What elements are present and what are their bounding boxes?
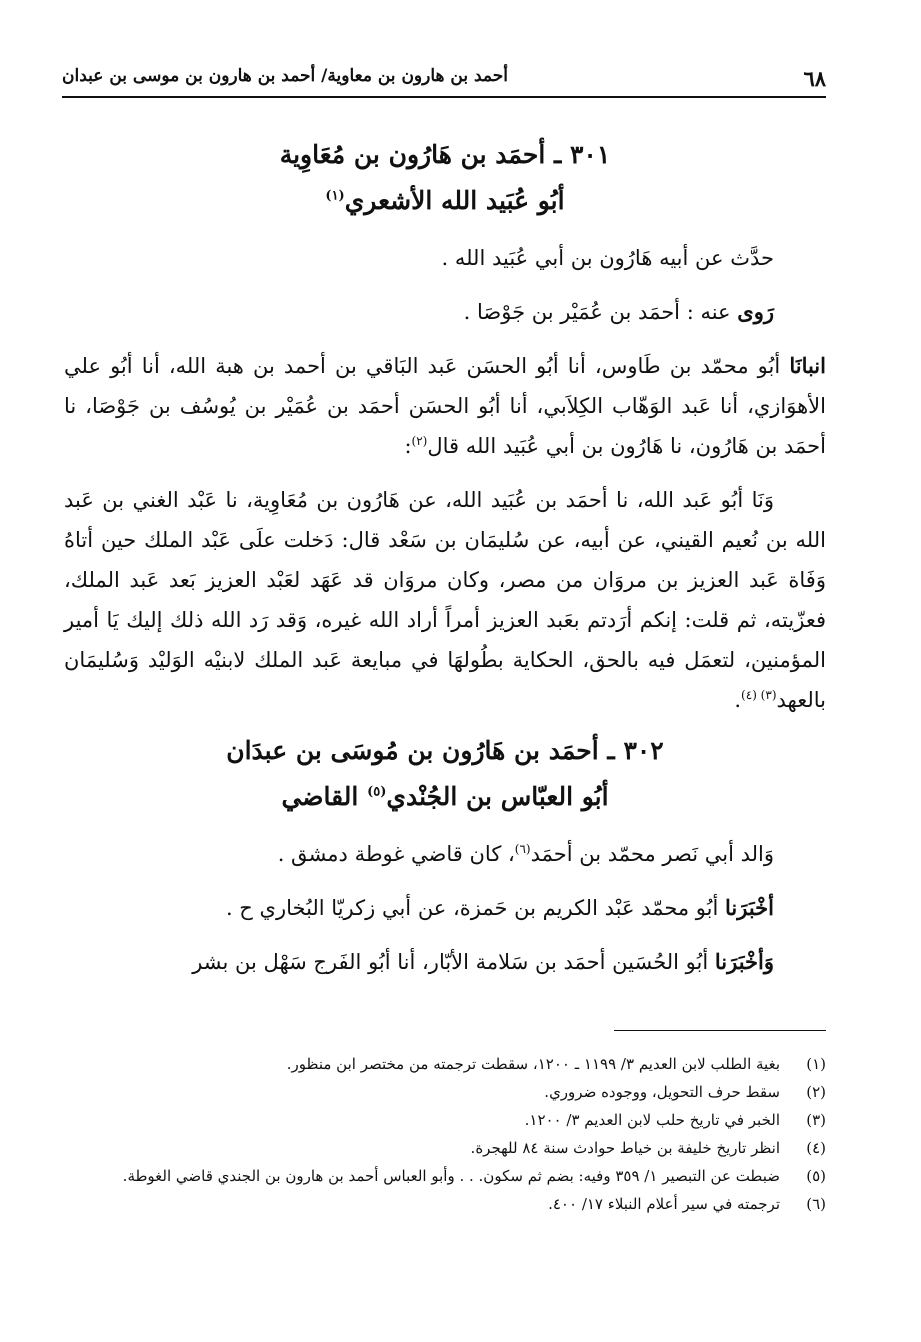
entry-301-para-1: حدَّث عن أبيه هَارُون بن أبي عُبَيد الله . (441, 246, 774, 270)
footnote-4 (64, 1134, 826, 1162)
footnote-ref-3-4: (٣) (٤) (741, 688, 777, 702)
entry-302-kunya (64, 774, 826, 820)
footnote-ref-5: (٥) (367, 784, 387, 800)
entry-301-kunya-text: أبُو عُبَيد الله الأشعري (344, 186, 565, 215)
entry-302-para-2-text: أبُو محمّد عَبْد الكريم بن حَمزة، عن أبي زكريّا البُخاري ح . (225, 896, 719, 920)
entry-301-para-3 (64, 346, 826, 466)
running-title: أحمد بن هارون بن معاوية/ أحمد بن هارون بن موسى بن عبدان (62, 66, 508, 86)
footnote-text: ضبطت عن التبصير ١/ ٣٥٩ وفيه: بضم ثم سكون. . . وأبو العباس أحمد بن هارون بن الجندي قاضي الغوطة. (122, 1167, 780, 1185)
footnote-number: (٢) (806, 1083, 826, 1101)
keyword-akhbarana: أخْبَرَنا (725, 895, 774, 920)
main-text (64, 132, 826, 982)
footnote-ref-2: (٢) (411, 434, 428, 448)
entry-302-para-1 (64, 834, 826, 874)
footnote-2 (64, 1078, 826, 1106)
running-header (62, 62, 826, 98)
footnote-1 (64, 1050, 826, 1078)
entry-302-heading (64, 728, 826, 820)
entry-301-title: ٣٠١ ـ أحمَد بن هَارُون بن مُعَاوِية (279, 140, 611, 169)
footnote-separator (614, 1030, 826, 1031)
footnote-text: انظر تاريخ خليفة بن خياط حوادث سنة ٨٤ للهجرة. (470, 1139, 780, 1157)
page-number: ٦٨ (803, 66, 826, 91)
entry-301-para-2-text: عنه : أحمَد بن عُمَيْر بن جَوْصَا . (463, 300, 731, 324)
footnote-ref-1: (١) (325, 188, 345, 204)
footnote-number: (٥) (806, 1167, 826, 1185)
footnote-number: (١) (806, 1055, 826, 1073)
keyword-wa-akhbarana: وَأخْبَرَنا (714, 949, 774, 974)
entry-302-para-2 (64, 888, 826, 928)
footnote-text: الخبر في تاريخ حلب لابن العديم ٣/ ١٢٠٠. (524, 1111, 780, 1129)
entry-301-para-4-end: . (734, 688, 742, 712)
entry-302-title: ٣٠٢ ـ أحمَد بن هَارُون بن مُوسَى بن عبدَان (226, 736, 664, 765)
footnote-6 (64, 1190, 826, 1218)
entry-301-para-3-end: : (404, 434, 412, 458)
footnote-5 (64, 1162, 826, 1190)
entry-302-para-3-text: أبُو الحُسَين أحمَد بن سَلامة الأبّار، أنا أبُو الفَرج سَهْل بن بشر (192, 950, 709, 974)
footnote-text: بغية الطلب لابن العديم ٣/ ١١٩٩ ـ ١٢٠٠، سقطت ترجمته من مختصر ابن منظور. (286, 1055, 780, 1073)
entry-301-heading (64, 132, 826, 224)
entry-301-para-4 (64, 480, 826, 720)
entry-302-para-1-a: وَالد أبي نَصر محمّد بن أحمَد (530, 842, 774, 866)
footnotes (64, 1050, 826, 1218)
entry-302-qadi: القاضي (281, 782, 359, 811)
entry-301-kunya (64, 178, 826, 224)
entry-302-para-3 (64, 942, 826, 982)
footnote-ref-6: (٦) (514, 842, 531, 856)
footnote-number: (٣) (806, 1111, 826, 1129)
footnote-text: سقط حرف التحويل، ووجوده ضروري. (544, 1083, 780, 1101)
entry-301-para-3-text: أبُو محمّد بن طَاوس، أنا أبُو الحسَن عَبد البَاقي بن أحمد بن هبة الله، أنا أبُو علي الأهوَازي، أنا عَبد الوَهّاب الكِلاَبي، أنا أبُو الحسَن أحمَد بن عُمَيْر بن يُوسُف بن جَوْصَا، نا أحمَد بن هَارُون، نا هَارُون بن أبي عُبَيد الله قال (64, 354, 826, 458)
footnote-3 (64, 1106, 826, 1134)
footnote-number: (٤) (806, 1139, 826, 1157)
entry-301-para-4-text: وَنَا أبُو عَبد الله، نا أحمَد بن عُبَيد الله، عن هَارُون بن مُعَاوِية، نا عَبْد الغني بن عَبد الله بن نُعيم القيني، عن أبيه، عن سُليمَان بن سَعْد قال: دَخلت علَى عَبْد الملك حين أتاهُ وَفَاة عَبد العزيز بن مروَان من مصر، وكان مروَان قد عَهَد لعَبْد العزيز بَعد عَبد الملك، فعزّيته، ثم قلت: إنكم أرَدتم بعَبد العزيز أمراً أراد الله غيره، وَقد رَد الله ذلك إليك يَا أمير المؤمنين، لتعمَل فيه بالحق، الحكاية بطُولهَا في مبايعة عَبد الملك لابنيْه الوَليْد وَسُليمَان بالعهد (64, 488, 826, 712)
footnote-text: ترجمته في سير أعلام النبلاء ١٧/ ٤٠٠. (548, 1195, 780, 1213)
keyword-rawa: رَوى (737, 299, 774, 324)
entry-301-para-2 (64, 292, 826, 332)
entry-302-para-1-b: ، كان قاضي غوطة دمشق . (277, 842, 515, 866)
keyword-anbana: انبانَا (789, 353, 826, 378)
entry-302-kunya-text: أبُو العبّاس بن الجُنْدي (386, 782, 609, 811)
footnote-number: (٦) (806, 1195, 826, 1213)
